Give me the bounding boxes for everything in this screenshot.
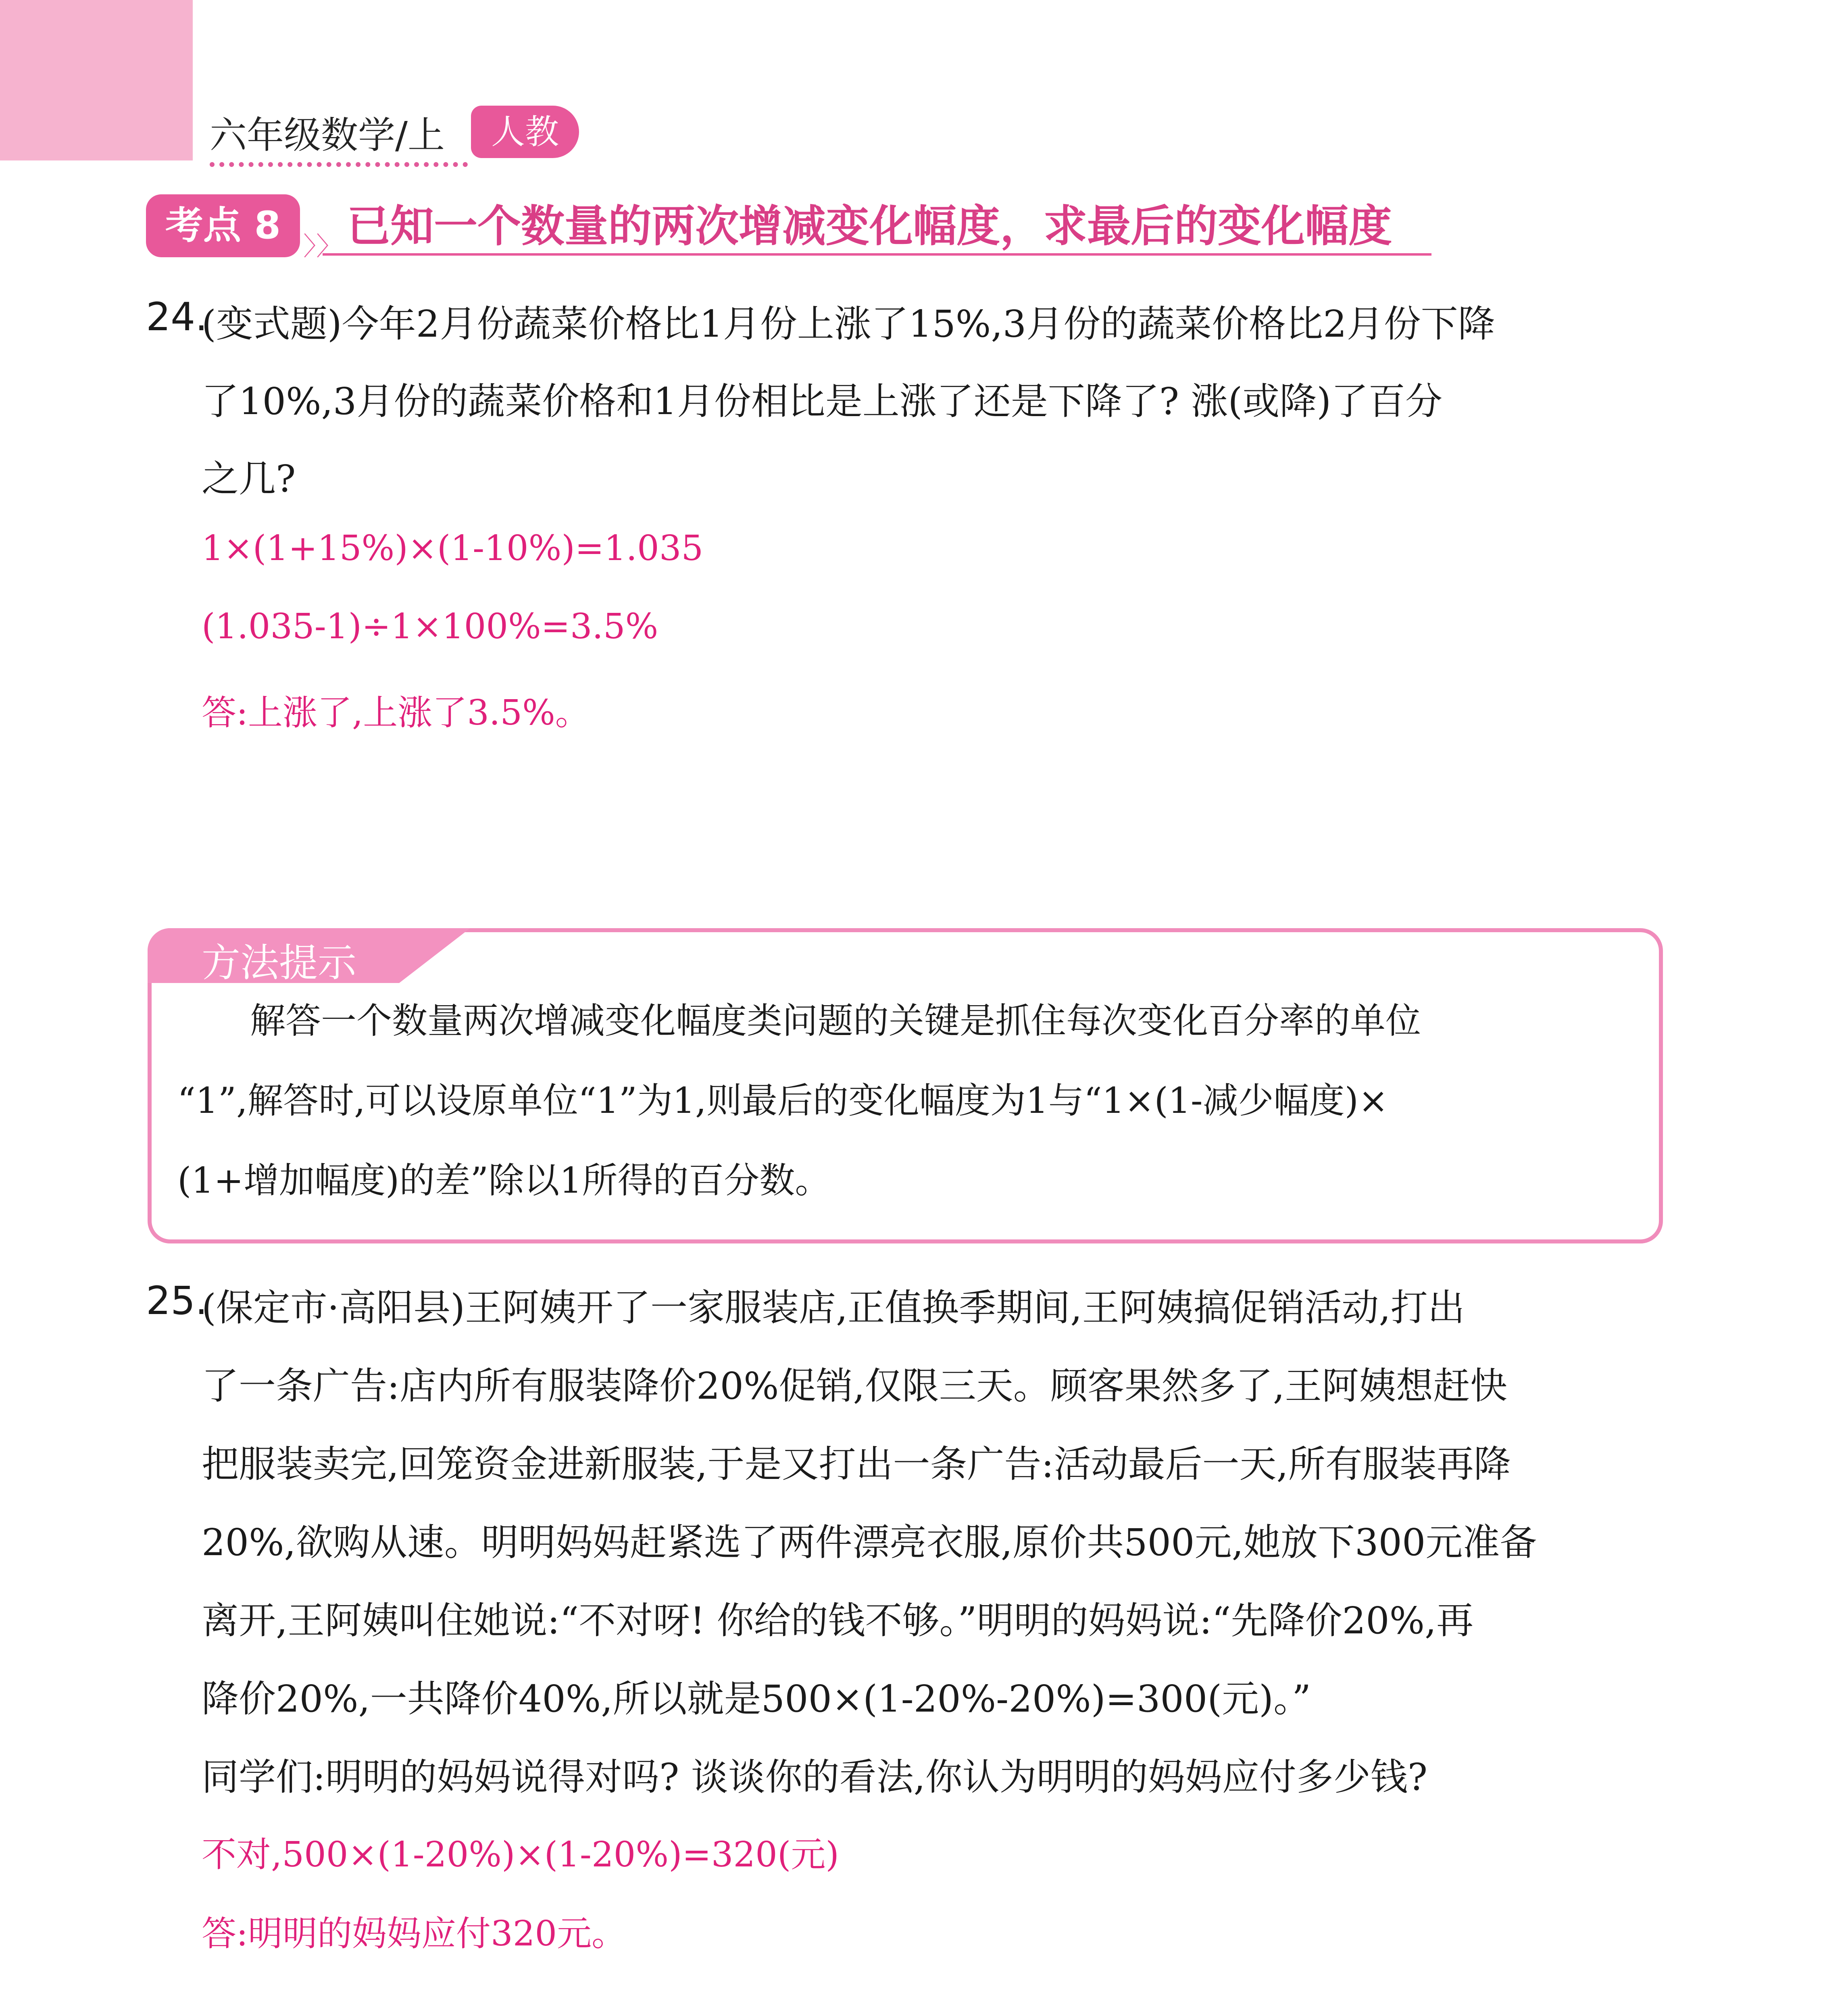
- method-tip-title: 方法提示: [202, 940, 356, 985]
- point-title-underline: [323, 253, 1431, 256]
- question-24-line-2: 了10%,3月份的蔬菜价格和1月份相比是上涨了还是下降了? 涨(或降)了百分: [202, 380, 1443, 423]
- method-tip-line-1: 解答一个数量两次增减变化幅度类问题的关键是抓住每次变化百分率的单位: [250, 1000, 1421, 1041]
- question-24-line-3: 之几?: [202, 457, 296, 500]
- point-badge: 考点 8: [146, 194, 300, 257]
- answer-24-step-1: 1×(1+15%)×(1-10%)=1.035: [202, 528, 704, 569]
- edition-badge: 人教: [471, 106, 579, 158]
- question-25-number: 25.: [146, 1278, 208, 1323]
- answer-25-step-1: 不对,500×(1-20%)×(1-20%)=320(元): [202, 1835, 839, 1875]
- question-24-number: 24.: [146, 294, 208, 339]
- point-title: 已知一个数量的两次增减变化幅度，求最后的变化幅度: [347, 201, 1392, 252]
- method-tip-line-2: “1”,解答时,可以设原单位“1”为1,则最后的变化幅度为1与“1×(1-减少幅度)×: [177, 1080, 1388, 1121]
- header-dotted-divider: [210, 162, 468, 167]
- question-25-line-7: 同学们:明明的妈妈说得对吗? 谈谈你的看法,你认为明明的妈妈应付多少钱?: [202, 1756, 1428, 1799]
- answer-24-conclusion: 答:上涨了,上涨了3.5%。: [202, 693, 590, 733]
- question-25-line-1: (保定市·高阳县)王阿姨开了一家服装店,正值换季期间,王阿姨搞促销活动,打出: [202, 1286, 1465, 1329]
- grade-label: 六年级数学/上: [210, 114, 445, 157]
- answer-25-conclusion: 答:明明的妈妈应付320元。: [202, 1914, 627, 1954]
- question-25-line-4: 20%,欲购从速。明明妈妈赶紧选了两件漂亮衣服,原价共500元,她放下300元准备: [202, 1521, 1537, 1564]
- chevron-decoration-icon: 〉〉: [303, 232, 342, 262]
- question-25-line-2: 了一条广告:店内所有服装降价20%促销,仅限三天。顾客果然多了,王阿姨想赶快: [202, 1364, 1507, 1408]
- question-25-line-6: 降价20%,一共降价40%,所以就是500×(1-20%-20%)=300(元)。”: [202, 1677, 1311, 1720]
- answer-24-step-2: (1.035-1)÷1×100%=3.5%: [202, 606, 658, 647]
- corner-decoration: [0, 0, 193, 160]
- question-25-line-5: 离开,王阿姨叫住她说:“不对呀! 你给的钱不够。”明明的妈妈说:“先降价20%,再: [202, 1599, 1474, 1642]
- question-24-line-1: (变式题)今年2月份蔬菜价格比1月份上涨了15%,3月份的蔬菜价格比2月份下降: [202, 302, 1495, 346]
- question-25-line-3: 把服装卖完,回笼资金进新服装,于是又打出一条广告:活动最后一天,所有服装再降: [202, 1443, 1511, 1486]
- method-tip-line-3: (1+增加幅度)的差”除以1所得的百分数。: [177, 1160, 831, 1201]
